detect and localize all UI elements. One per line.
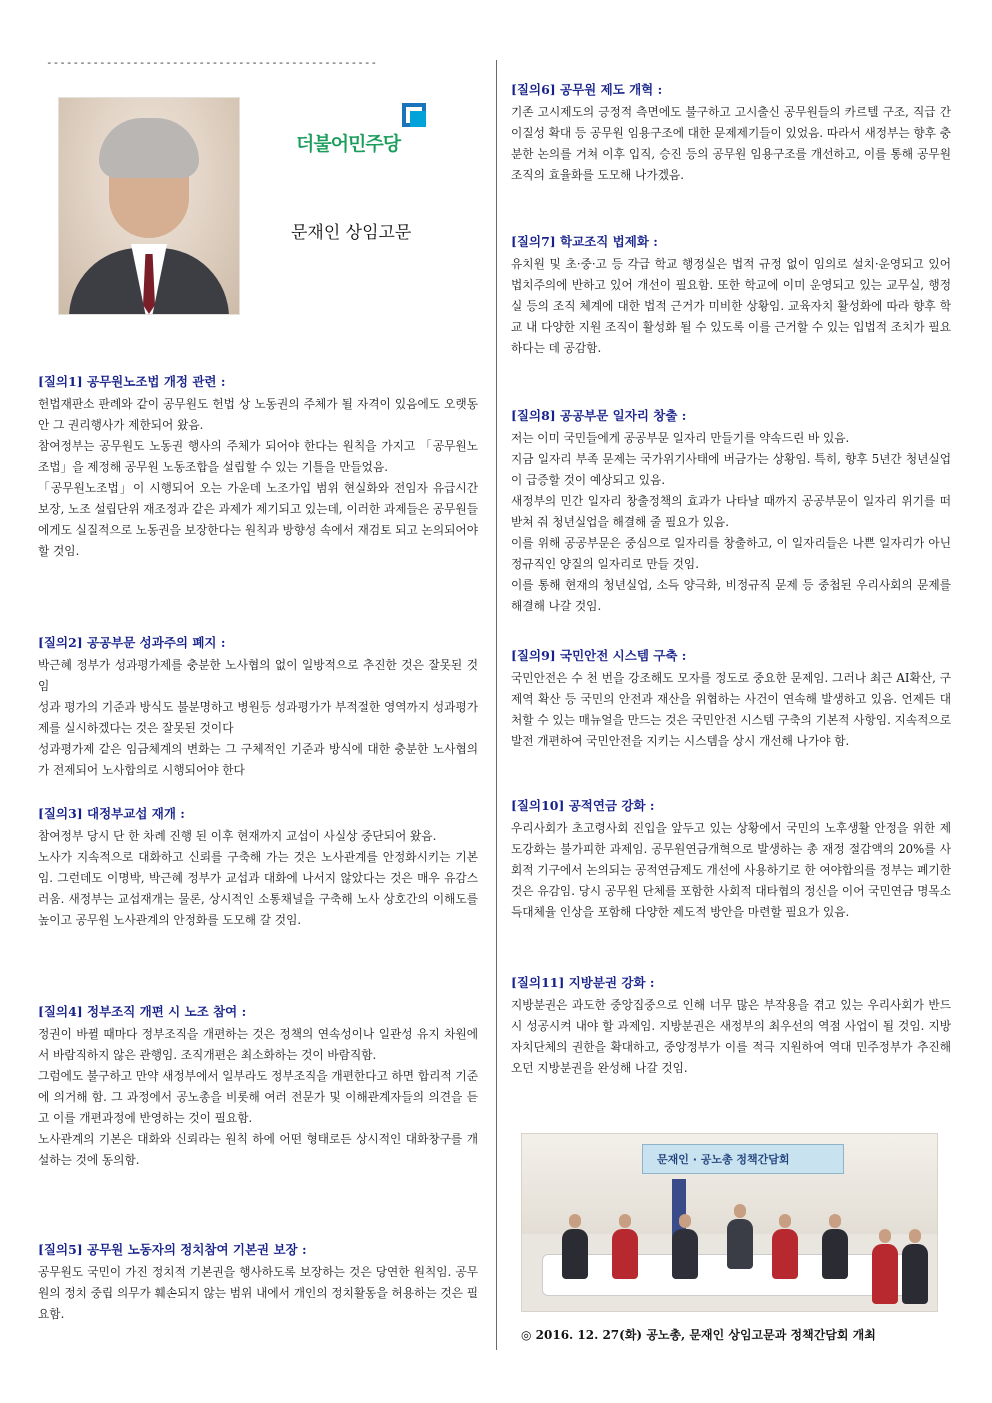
section-q3	[38, 804, 478, 931]
party-logo	[296, 103, 436, 163]
section-title: [질의3] 대정부교섭 재개 :	[38, 806, 185, 821]
party-logo-name: 더불어민주당	[296, 133, 401, 155]
section-q1	[38, 372, 478, 562]
section-title: [질의9] 국민안전 시스템 구축 :	[511, 648, 687, 663]
section-body: 우리사회가 초고령사회 진입을 앞두고 있는 상황에서 국민의 노후생활 안정을 위한 제도강화는 불가피한 과제임. 공무원연금개혁으로 발생하는 총 재정 절감액의 20%를 사회적 기구에서 논의되는 공적연금제도 개선에 사용하기로 한 여야합의를 정부는 폐기한 것은 유감임. 당시 공무원 단체를 포함한 사회적 대타협의 정신을 이어 국민연금 명목소득대체율 인상을 포함해 다양한 제도적 방안을 마련할 필요가 있음.	[511, 821, 951, 919]
section-q11	[511, 973, 951, 1079]
section-q4	[38, 1002, 478, 1171]
section-q8	[511, 406, 951, 617]
section-title: [질의11] 지방분권 강화 :	[511, 975, 655, 990]
section-title: [질의8] 공공부문 일자리 창출 :	[511, 408, 687, 423]
section-q6	[511, 80, 951, 186]
section-q7	[511, 232, 951, 359]
meeting-photo	[521, 1133, 938, 1312]
section-q9	[511, 646, 951, 752]
section-q10	[511, 796, 951, 923]
section-q5	[38, 1240, 478, 1325]
photo-caption: ◎ 2016. 12. 27(화) 공노총, 문재인 상임고문과 정책간담회 개최	[521, 1328, 876, 1342]
meeting-banner-text: 문재인 · 공노총 정책간담회	[657, 1153, 790, 1166]
section-body: 공무원도 국민이 가진 정치적 기본권을 행사하도록 보장하는 것은 당연한 원칙임. 공무원의 정치 중립 의무가 훼손되지 않는 범위 내에서 개인의 정치활동을 허용하는 것은 필요함.	[38, 1265, 478, 1321]
person-caption: 문재인 상임고문	[291, 223, 412, 243]
meeting-banner	[642, 1144, 844, 1174]
section-body: 국민안전은 수 천 번을 강조해도 모자를 정도로 중요한 문제임. 그러나 최근 AI확산, 구제역 확산 등 국민의 안전과 재산을 위협하는 사건이 연속해 발생하고 있음. 언제든 대처할 수 있는 매뉴얼을 만드는 것은 국민안전 시스템 구축의 기본적 사항임. 지속적으로 발전 개편하여 국민안전을 지키는 시스템을 상시 개선해 나가야 함.	[511, 671, 951, 748]
section-body: 지방분권은 과도한 중앙집중으로 인해 너무 많은 부작용을 겪고 있는 우리사회가 반드시 성공시켜 내야 할 과제임. 지방분권은 새정부의 최우선의 역점 사업이 될 것임. 지방자치단체의 권한을 확대하고, 중앙정부가 이를 적극 지원하여 역대 민주정부가 추진해오던 지방분권을 완성해 나갈 것임.	[511, 998, 951, 1075]
portrait-photo	[58, 97, 240, 315]
section-title: [질의10] 공적연금 강화 :	[511, 798, 655, 813]
section-title: [질의2] 공공부문 성과주의 폐지 :	[38, 635, 226, 650]
section-title: [질의4] 정부조직 개편 시 노조 참여 :	[38, 1004, 247, 1019]
section-body: 저는 이미 국민들에게 공공부문 일자리 만들기를 약속드린 바 있음. 지금 일자리 부족 문제는 국가위기사태에 버금가는 상황임. 특히, 향후 5년간 청년실업이 급증할 것이 예상되고 있음. 새정부의 민간 일자리 창출정책의 효과가 나타날 때까지 공공부문이 일자리 위기를 떠받쳐 줘 청년실업을 해결해 줄 필요가 있음. 이를 위해 공공부문은 중심으로 일자리를 창출하고, 이 일자리들은 나쁜 일자리가 아닌 정규직인 양질의 일자리로 만들 것임. 이를 통해 현재의 청년실업, 소득 양극화, 비정규직 문제 등 중첩된 우리사회의 문제를 해결해 나갈 것임.	[511, 431, 951, 613]
section-body: 정권이 바뀔 때마다 정부조직을 개편하는 것은 정책의 연속성이나 일관성 유지 차원에서 바람직하지 않은 관행임. 조직개편은 최소화하는 것이 바람직함. 그럼에도 불구하고 만약 새정부에서 일부라도 정부조직을 개편한다고 하면 합리적 기준에 의거해 함. 그 과정에서 공노총을 비롯해 여러 전문가 및 이해관계자들의 의견을 듣고 이를 개편과정에 반영하는 것이 필요함. 노사관계의 기본은 대화와 신뢰라는 원칙 하에 어떤 형태로든 상시적인 대화창구를 개설하는 것에 동의함.	[38, 1027, 478, 1167]
section-title: [질의6] 공무원 제도 개혁 :	[511, 82, 663, 97]
section-q2	[38, 633, 478, 781]
section-body: 헌법재판소 판례와 같이 공무원도 헌법 상 노동권의 주체가 될 자격이 있음에도 오랫동안 그 권리행사가 제한되어 왔음. 참여정부는 공무원도 노동권 행사의 주체가 되어야 한다는 원칙을 가지고 「공무원노조법」을 제정해 공무원 노동조합을 설립할 수 있는 기틀을 만들었음. 「공무원노조법」이 시행되어 오는 가운데 노조가입 범위 현실화와 전임자 유급시간 보장, 노조 설립단위 재조정과 같은 과제가 제기되고 있는데, 이러한 과제들은 공무원들에게도 실질적으로 노동권을 보장한다는 원칙과 방향성 속에서 재검토 되고 논의되어야 할 것임.	[38, 397, 478, 558]
column-divider	[496, 60, 497, 1350]
party-logo-mark-icon	[402, 103, 430, 137]
section-body: 유치원 및 초·중·고 등 각급 학교 행정실은 법적 규정 없이 임의로 설치·운영되고 있어 법치주의에 반하고 있어 개선이 필요함. 또한 학교에 이미 운영되고 있는 교무실, 행정실 등의 조직 체계에 대한 법적 근거가 미비한 상황임. 교육자치 활성화에 따라 향후 학교 내 다양한 지원 조직이 활성화 될 수 있도록 이를 근거할 수 있는 입법적 조치가 필요하다는 데 공감함.	[511, 257, 951, 355]
section-body: 기존 고시제도의 긍정적 측면에도 불구하고 고시출신 공무원들의 카르텔 구조, 직급 간 이질성 확대 등 공무원 임용구조에 대한 문제제기들이 있었음. 따라서 새정부는 향후 충분한 논의를 거쳐 이후 입직, 승진 등의 공무원 임용구조를 개선하고, 이를 통해 공무원 조직의 효율화를 도모해 나가겠음.	[511, 105, 951, 182]
section-body: 참여정부 당시 단 한 차례 진행 된 이후 현재까지 교섭이 사실상 중단되어 왔음. 노사가 지속적으로 대화하고 신뢰를 구축해 가는 것은 노사관계를 안정화시키는 기본임. 그런데도 이명박, 박근혜 정부가 교섭과 대화에 나서지 않았다는 것은 매우 유감스러움. 새정부는 교섭재개는 물론, 상시적인 소통채널을 구축해 노사 상호간의 이해도를 높이고 공무원 노사관계의 안정화를 도모해 갈 것임.	[38, 829, 478, 927]
section-title: [질의7] 학교조직 법제화 :	[511, 234, 658, 249]
section-body: 박근혜 정부가 성과평가제를 충분한 노사협의 없이 일방적으로 추진한 것은 잘못된 것임 성과 평가의 기준과 방식도 불분명하고 병원등 성과평가가 부적절한 영역까지 성과평가제를 실시하겠다는 것은 잘못된 것이다 성과평가제 같은 임금체계의 변화는 그 구체적인 기준과 방식에 대한 충분한 노사협의가 전제되어 노사합의로 시행되어야 한다	[38, 658, 478, 777]
section-title: [질의1] 공무원노조법 개정 관련 :	[38, 374, 226, 389]
top-dashed-rule: --------------------------------------------------	[46, 56, 378, 69]
section-title: [질의5] 공무원 노동자의 정치참여 기본권 보장 :	[38, 1242, 307, 1257]
